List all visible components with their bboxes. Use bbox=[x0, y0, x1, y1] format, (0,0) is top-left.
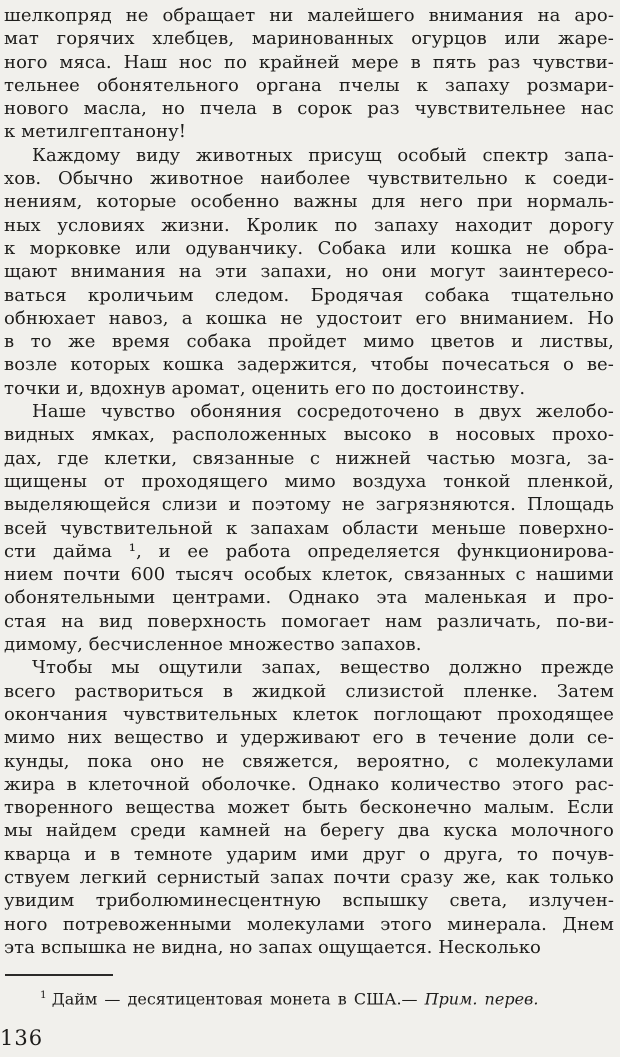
paragraph bbox=[4, 656, 614, 959]
text-line: ствуем легкий сернистый запах почти сразу же, как только bbox=[4, 866, 614, 888]
text-line: окончания чувствительных клеток поглощают проходящее bbox=[4, 703, 614, 725]
text-line: к метилгептанону! bbox=[4, 121, 187, 143]
paragraph bbox=[4, 400, 614, 656]
paragraph bbox=[4, 4, 614, 144]
text-line: всей чувствительной к запахам области меньше поверхно- bbox=[4, 517, 614, 539]
text-line: возле которых кошка задержится, чтобы почесаться о ве- bbox=[4, 354, 614, 376]
text-line: Каждому виду животных присущ особый спектр запа- bbox=[32, 144, 614, 166]
text-line: сти дайма ¹, и ее работа определяется функционирова- bbox=[4, 540, 614, 562]
text-line: Наше чувство обоняния сосредоточено в двух желобо- bbox=[32, 401, 614, 423]
text-line: нием почти 600 тысяч особых клеток, связанных с нашими bbox=[4, 564, 614, 586]
paragraph bbox=[4, 144, 614, 400]
footnote-rule bbox=[5, 974, 113, 976]
text-line: щают внимания на эти запахи, но они могут заинтересо- bbox=[4, 261, 614, 283]
text-line: дах, где клетки, связанные с нижней частью мозга, за- bbox=[4, 447, 614, 469]
text-line: хов. Обычно животное наиболее чувствительно к соеди- bbox=[4, 168, 614, 190]
text-line: точки и, вдохнув аромат, оценить его по достоинству. bbox=[4, 377, 526, 399]
text-line: Чтобы мы ощутили запах, вещество должно прежде bbox=[32, 657, 614, 679]
text-line: стая на вид поверхность помогает нам различать, по-ви- bbox=[4, 610, 614, 632]
text-line: димому, бесчисленное множество запахов. bbox=[4, 634, 422, 656]
text-line: обнюхает навоз, а кошка не удостоит его вниманием. Но bbox=[4, 307, 614, 329]
text-line: ных условиях жизни. Кролик по запаху находит дорогу bbox=[4, 214, 614, 236]
text-line: увидим триболюминесцентную вспышку света, излучен- bbox=[4, 890, 614, 912]
text-line: мат горячих хлебцев, маринованных огурцов или жаре- bbox=[4, 28, 614, 50]
text-line: видных ямках, расположенных высоко в носовых прохо- bbox=[4, 424, 614, 446]
text-line: обонятельными центрами. Однако эта маленькая и про- bbox=[4, 587, 614, 609]
footnote-text: Дайм — десятицентовая монета в США.— bbox=[51, 989, 425, 1009]
text-line: шелкопряд не обращает ни малейшего внимания на аро- bbox=[4, 5, 614, 26]
page-number: 136 bbox=[0, 1026, 44, 1050]
page-text bbox=[4, 4, 614, 959]
text-line: кварца и в темноте ударим ими друг о друга, то почув- bbox=[4, 843, 614, 865]
text-line: выделяющейся слизи и поэтому не загрязняются. Площадь bbox=[4, 494, 614, 516]
text-line: мимо них вещество и удерживают его в течение доли се- bbox=[4, 727, 614, 749]
footnote-marker: 1 bbox=[40, 989, 47, 1002]
text-line: к морковке или одуванчику. Собака или кошка не обра- bbox=[4, 237, 614, 259]
footnote bbox=[4, 985, 614, 1009]
text-line: тельнее обонятельного органа пчелы к запаху розмари- bbox=[4, 74, 614, 96]
text-line: нового масла, но пчела в сорок раз чувствительнее нас bbox=[4, 98, 614, 120]
text-line: ваться кроличьим следом. Бродячая собака тщательно bbox=[4, 284, 614, 306]
text-line: всего раствориться в жидкой слизистой пленке. Затем bbox=[4, 680, 614, 702]
footnote-italic-text: Прим. перев. bbox=[424, 989, 539, 1009]
text-line: в то же время собака пройдет мимо цветов и листвы, bbox=[4, 331, 614, 353]
text-line: творенного вещества может быть бесконечно малым. Если bbox=[4, 797, 614, 819]
text-line: ного потревоженными молекулами этого минерала. Днем bbox=[4, 913, 614, 935]
text-line: жира в клеточной оболочке. Однако количество этого рас- bbox=[4, 773, 614, 795]
text-line: нениям, которые особенно важны для него при нормаль- bbox=[4, 191, 614, 213]
text-line: ного мяса. Наш нос по крайней мере в пять раз чувстви- bbox=[4, 51, 614, 73]
text-line: кунды, пока оно не свяжется, вероятно, с молекулами bbox=[4, 750, 614, 772]
text-line: мы найдем среди камней на берегу два куска молочного bbox=[4, 820, 614, 842]
text-line: щищены от проходящего мимо воздуха тонкой пленкой, bbox=[4, 470, 614, 492]
text-line: эта вспышка не видна, но запах ощущается. Несколько bbox=[4, 936, 541, 958]
